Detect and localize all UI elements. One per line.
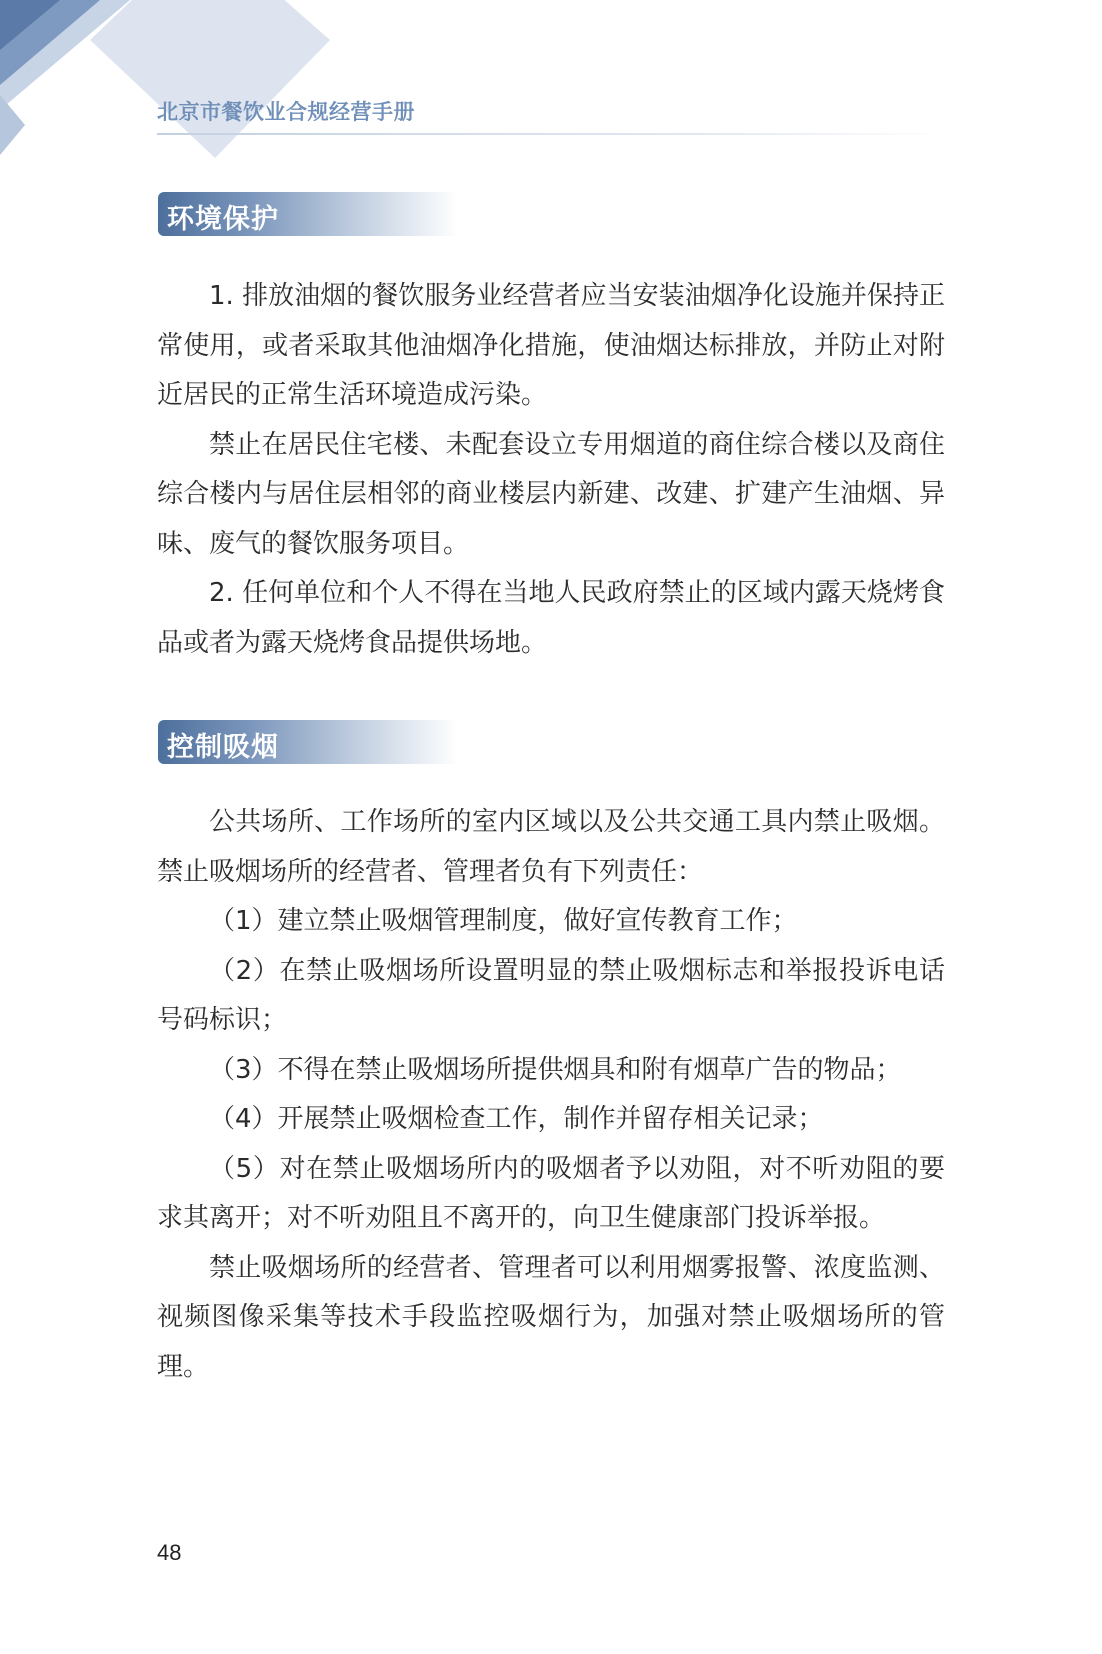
section-body-environment bbox=[157, 272, 945, 668]
page-number: 48 bbox=[157, 1540, 182, 1565]
section-heading-label: 控制吸烟 bbox=[167, 732, 279, 763]
list-item: （1）建立禁止吸烟管理制度，做好宣传教育工作； bbox=[209, 906, 798, 936]
list-item: （3）不得在禁止吸烟场所提供烟具和附有烟草广告的物品； bbox=[209, 1054, 902, 1085]
section-heading-label: 环境保护 bbox=[167, 204, 279, 235]
paragraph: 禁止在居民住宅楼、未配套设立专用烟道的商住综合楼以及商住综合楼内与居住层相邻的商业楼层内新建、改建、扩建产生油烟、异味、废气的餐饮服务项目。 bbox=[157, 429, 945, 559]
list-item: （5）对在禁止吸烟场所内的吸烟者予以劝阻，对不听劝阻的要求其离开；对不听劝阻且不离开的，向卫生健康部门投诉举报。 bbox=[157, 1153, 945, 1233]
running-header-title: 北京市餐饮业合规经营手册 bbox=[157, 100, 415, 124]
list-item: （4）开展禁止吸烟检查工作，制作并留存相关记录； bbox=[209, 1104, 824, 1134]
paragraph: 公共场所、工作场所的室内区域以及公共交通工具内禁止吸烟。禁止吸烟场所的经营者、管理者负有下列责任： bbox=[157, 807, 945, 887]
list-item: （2）在禁止吸烟场所设置明显的禁止吸烟标志和举报投诉电话号码标识； bbox=[157, 955, 945, 1035]
section-body-smoking-control bbox=[157, 798, 945, 1392]
corner-decoration bbox=[0, 0, 360, 180]
section-heading-environment bbox=[158, 192, 458, 236]
section-heading-smoking-control bbox=[158, 720, 458, 764]
header-divider bbox=[157, 133, 947, 135]
paragraph: 禁止吸烟场所的经营者、管理者可以利用烟雾报警、浓度监测、视频图像采集等技术手段监控吸烟行为，加强对禁止吸烟场所的管理。 bbox=[157, 1252, 945, 1382]
paragraph: 1. 排放油烟的餐饮服务业经营者应当安装油烟净化设施并保持正常使用，或者采取其他油烟净化措施，使油烟达标排放，并防止对附近居民的正常生活环境造成污染。 bbox=[157, 281, 945, 410]
paragraph: 2. 任何单位和个人不得在当地人民政府禁止的区域内露天烧烤食品或者为露天烧烤食品提供场地。 bbox=[157, 578, 945, 658]
